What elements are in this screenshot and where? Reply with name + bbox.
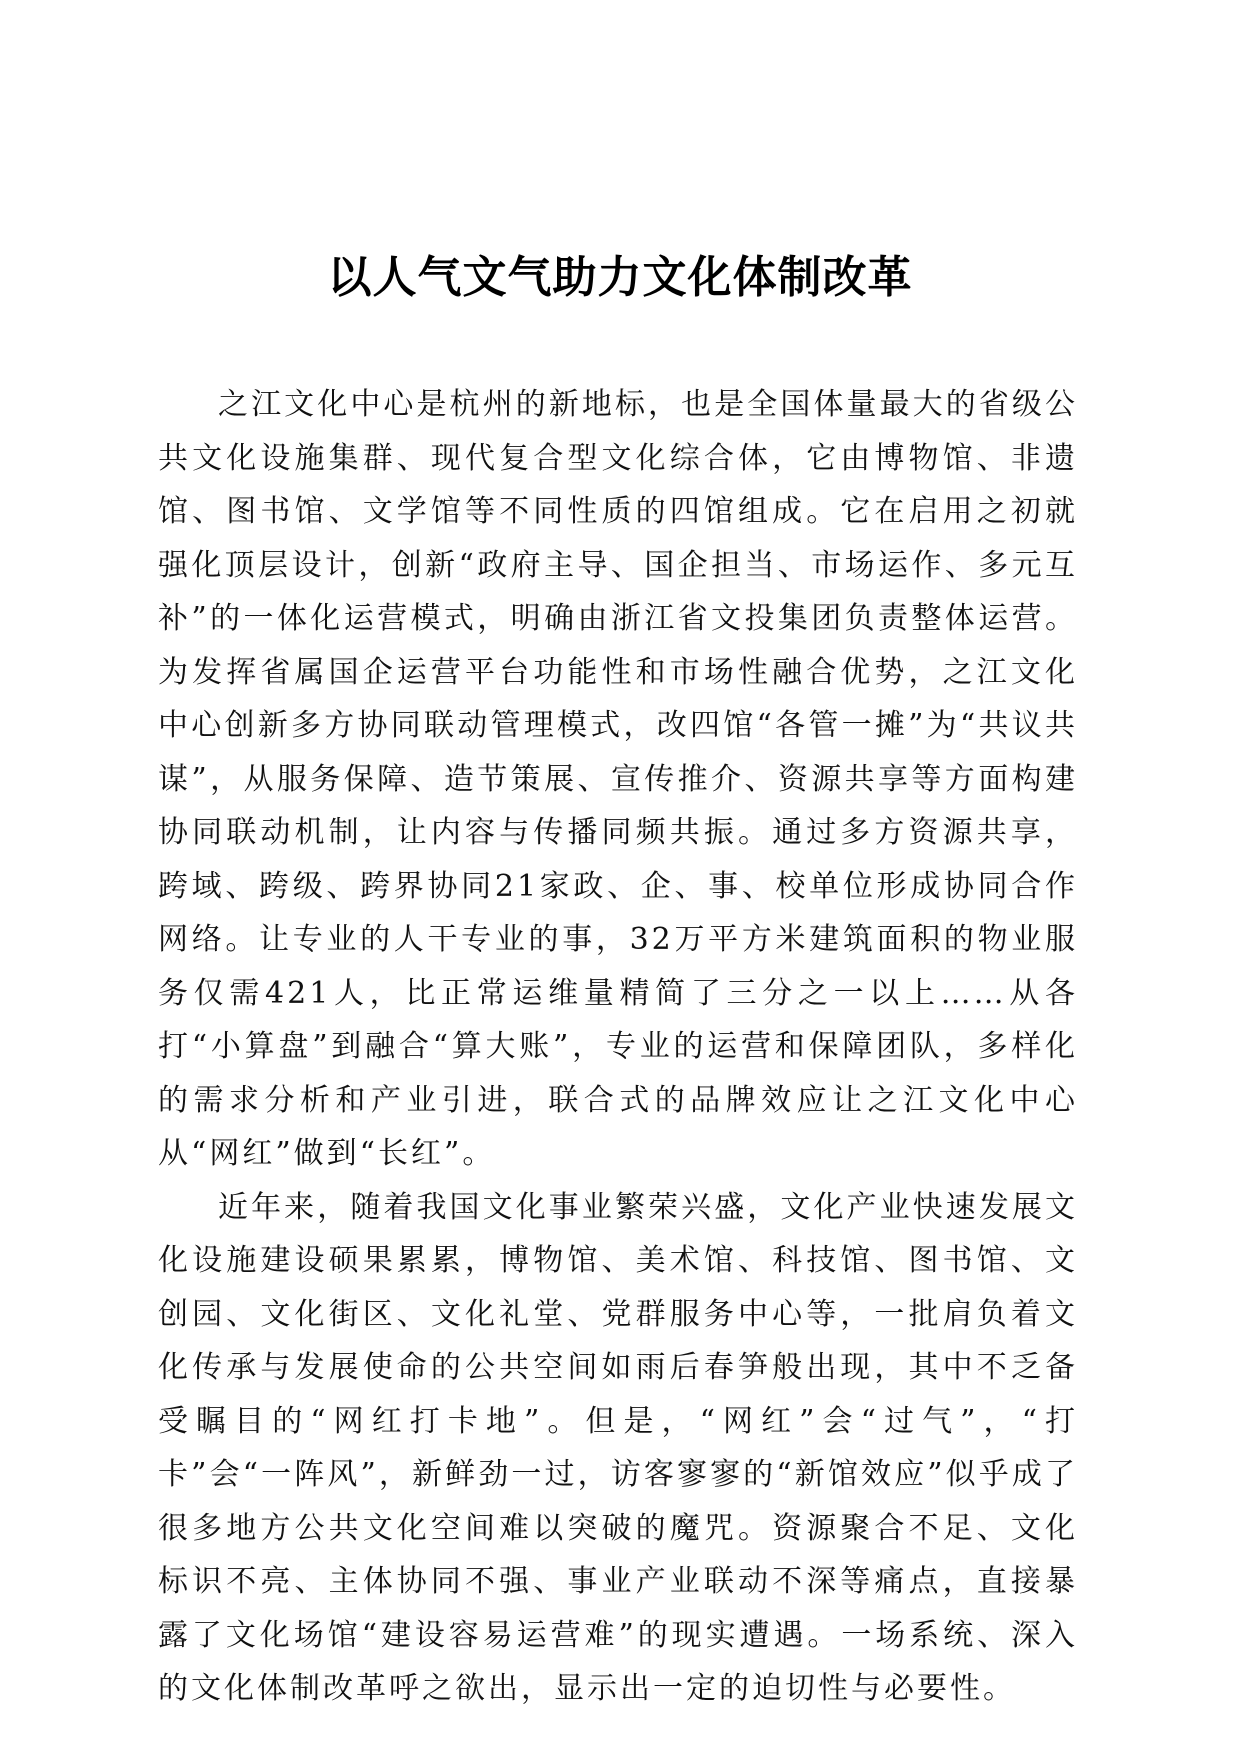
body-paragraph: 之江文化中心是杭州的新地标，也是全国体量最大的省级公共文化设施集群、现代复合型文化综合体，它由博物馆、非遗馆、图书馆、文学馆等不同性质的四馆组成。它在启用之初就强化顶层设计，创新“政府主导、国企担当、市场运作、多元互补”的一体化运营模式，明确由浙江省文投集团负责整体运营。为发挥省属国企运营平台功能性和市场性融合优势，之江文化中心创新多方协同联动管理模式，改四馆“各管一摊”为“共议共谋”，从服务保障、造节策展、宣传推介、资源共享等方面构建协同联动机制，让内容与传播同频共振。通过多方资源共享，跨域、跨级、跨界协同21家政、企、事、校单位形成协同合作网络。让专业的人干专业的事，32万平方米建筑面积的物业服务仅需421人，比正常运维量精简了三分之一以上……从各打“小算盘”到融合“算大账”，专业的运营和保障团队，多样化的需求分析和产业引进，联合式的品牌效应让之江文化中心从“网红”做到“长红”。 — [158, 387, 1078, 1171]
document-title: 以人气文气助力文化体制改革 — [327, 252, 913, 303]
document-body — [158, 378, 1078, 1716]
body-paragraph: 近年来，随着我国文化事业繁荣兴盛，文化产业快速发展文化设施建设硕果累累，博物馆、美术馆、科技馆、图书馆、文创园、文化街区、文化礼堂、党群服务中心等，一批肩负着文化传承与发展使命的公共空间如雨后春笋般出现，其中不乏备受瞩目的“网红打卡地”。但是，“网红”会“过气”，“打卡”会“一阵风”，新鲜劲一过，访客寥寥的“新馆效应”似乎成了很多地方公共文化空间难以突破的魔咒。资源聚合不足、文化标识不亮、主体协同不强、事业产业联动不深等痛点，直接暴露了文化场馆“建设容易运营难”的现实遭遇。一场系统、深入的文化体制改革呼之欲出，显示出一定的迫切性与必要性。 — [158, 1189, 1078, 1706]
